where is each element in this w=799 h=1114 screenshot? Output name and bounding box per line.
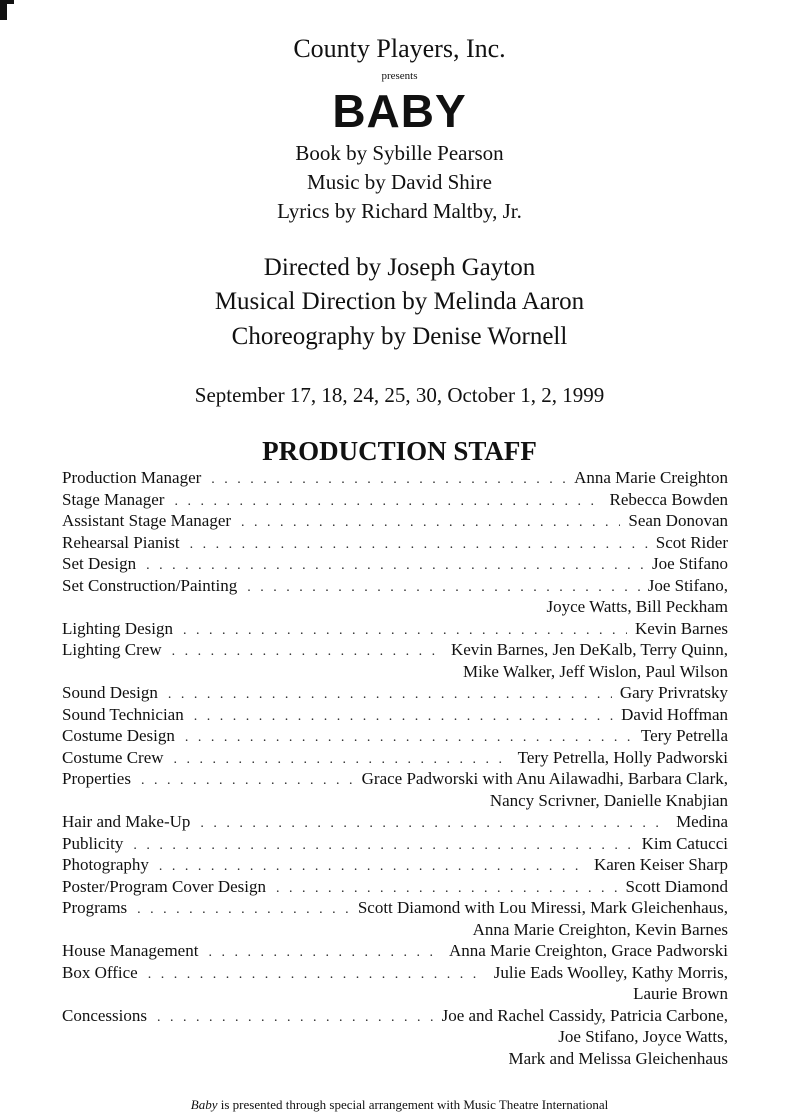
staff-role: Photography [62,855,149,874]
staff-role: Programs [62,898,128,917]
dot-leader [185,727,633,749]
dot-leader [194,706,613,728]
staff-names-continued: Nancy Scrivner, Danielle Knabjian [489,790,728,810]
dot-leader [157,1007,434,1029]
book-credit: Book by Sybille Pearson [295,141,504,165]
dot-leader [183,620,627,642]
choreographer-credit: Choreography by Denise Wornell [231,323,568,350]
staff-role: Sound Design [62,683,158,702]
staff-row [62,532,728,554]
staff-names: Anna Marie Creighton, Grace Padworski [448,941,728,960]
dot-leader [190,534,648,556]
company-name: County Players, Inc. [293,34,506,63]
show-title: BABY [332,85,467,137]
director-credit: Directed by Joseph Gayton [263,254,536,281]
presents-label: presents [381,70,418,82]
staff-role: Lighting Crew [62,640,162,659]
staff-role: Stage Manager [62,489,165,509]
staff-names: Tery Petrella [640,726,728,745]
staff-role: Rehearsal Pianist [62,532,180,552]
staff-names-continued: Laurie Brown [633,984,728,1003]
dot-leader [146,555,644,577]
dot-leader [148,964,486,986]
staff-names: Joe Stifano [651,554,728,573]
staff-heading: PRODUCTION STAFF [262,436,537,466]
staff-row [62,725,728,747]
staff-names: Rebecca Bowden [609,489,728,509]
scan-corner-mark [0,0,7,20]
staff-role: Lighting Design [62,618,173,638]
staff-row [62,704,728,726]
staff-row [62,553,728,575]
staff-names: Karen Keiser Sharp [593,855,728,874]
staff-row [62,682,728,704]
dot-leader [159,856,586,878]
dot-leader [211,469,566,491]
staff-role: House Management [62,941,199,960]
staff-role: Poster/Program Cover Design [62,876,266,896]
staff-row [62,854,728,876]
staff-names: Joe Stifano, [647,575,728,595]
dot-leader [208,942,441,964]
staff-role: Costume Design [62,726,175,745]
staff-row [62,747,728,769]
staff-row [62,510,728,532]
dot-leader [276,878,618,900]
staff-names: Grace Padworski with Anu Ailawadhi, Barbara Clark, [361,769,728,788]
staff-role: Set Design [62,554,137,573]
staff-names: Kevin Barnes [634,618,728,638]
dot-leader [247,577,640,599]
staff-names: Kim Catucci [641,833,728,853]
staff-row [62,467,728,489]
staff-role: Sound Technician [62,704,184,724]
staff-list [62,467,728,1069]
staff-row [62,940,728,962]
staff-names: Sean Donovan [628,511,728,530]
dot-leader [141,770,354,792]
staff-row [62,876,728,898]
staff-names: Julie Eads Woolley, Kathy Morris, [493,962,728,982]
staff-names-continued: Anna Marie Creighton, Kevin Barnes [472,919,728,939]
lyrics-credit: Lyrics by Richard Maltby, Jr. [277,199,522,223]
staff-row [62,575,728,597]
staff-role: Hair and Make-Up [62,812,191,831]
dot-leader [133,835,633,857]
staff-role: Publicity [62,833,124,853]
staff-names: Anna Marie Creighton [574,468,728,487]
staff-names: David Hoffman [621,704,728,724]
staff-row [62,489,728,511]
license-note [0,1097,799,1113]
staff-names-continued: Joyce Watts, Bill Peckham [546,597,728,616]
staff-role: Concessions [62,1005,147,1025]
staff-row [62,639,728,661]
staff-role: Box Office [62,962,138,982]
staff-names-continued: Joe Stifano, Joyce Watts, [558,1027,728,1046]
staff-role: Assistant Stage Manager [62,511,232,530]
license-note-text: is presented through special arrangement with Music Theatre International [217,1097,609,1112]
staff-names: Kevin Barnes, Jen DeKalb, Terry Quinn, [450,640,728,659]
staff-row [62,618,728,640]
staff-names: Joe and Rachel Cassidy, Patricia Carbone, [441,1005,728,1025]
staff-row [62,1005,728,1027]
staff-role: Costume Crew [62,747,164,767]
staff-names: Medina [676,812,728,831]
staff-role: Properties [62,769,131,788]
staff-names: Scott Diamond [625,876,728,896]
staff-names: Scott Diamond with Lou Miressi, Mark Gleichenhaus, [357,898,728,917]
staff-role: Set Construction/Painting [62,575,238,595]
staff-names: Gary Privratsky [619,683,728,702]
staff-row [62,897,728,919]
dot-leader [168,684,612,706]
staff-names-continued: Mike Walker, Jeff Wislon, Paul Wilson [463,661,728,681]
musical-director-credit: Musical Direction by Melinda Aaron [214,288,585,315]
staff-names-continued: Mark and Melissa Gleichenhaus [508,1048,728,1068]
dot-leader [172,641,443,663]
staff-names: Tery Petrella, Holly Padworski [517,747,728,767]
staff-role: Production Manager [62,468,202,487]
staff-row [62,811,728,833]
dot-leader [137,899,350,921]
dot-leader [174,491,601,513]
staff-names: Scot Rider [655,532,728,552]
dot-leader [174,749,510,771]
dot-leader [241,512,620,534]
staff-row [62,768,728,790]
dot-leader [200,813,668,835]
performance-dates: September 17, 18, 24, 25, 30, October 1, 2, 1999 [194,383,605,407]
license-note-title: Baby [190,1097,218,1112]
staff-row [62,833,728,855]
staff-row [62,962,728,984]
music-credit: Music by David Shire [307,170,492,194]
